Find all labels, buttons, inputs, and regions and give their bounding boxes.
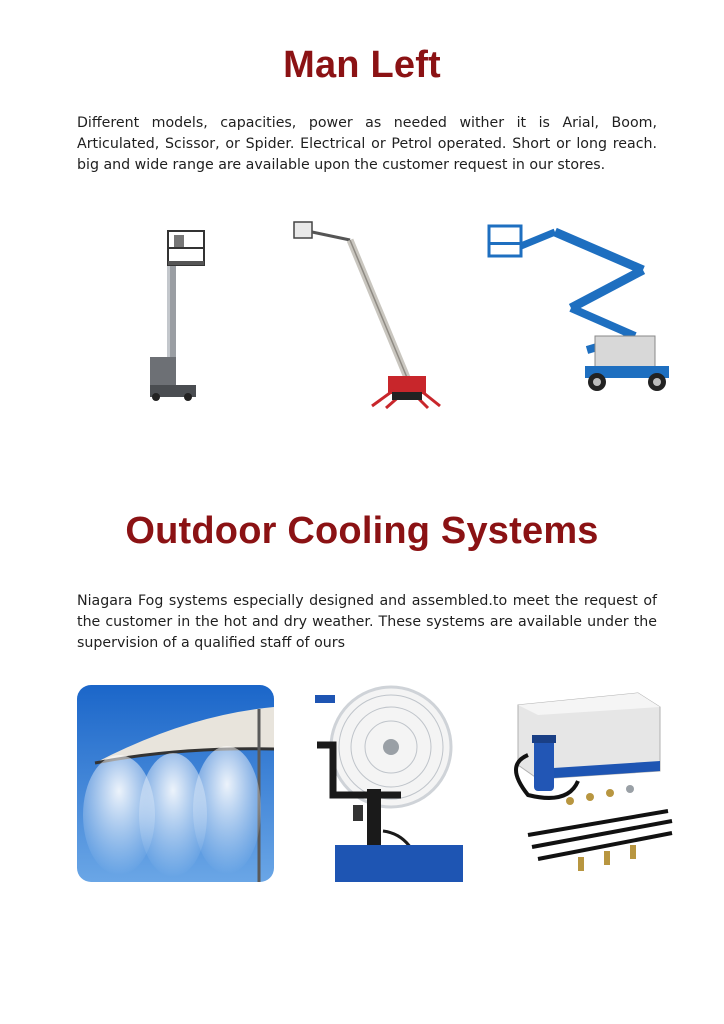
section-title-man-left: Man Left xyxy=(283,44,441,86)
misting-umbrella-image xyxy=(77,685,274,882)
section-description-outdoor-cooling: Niagara Fog systems especially designed and assembled.to meet the request of the customer in the hot and dry weather. These systems are available under the supervision of a qualified staff of ours xyxy=(77,593,657,651)
section-description-man-left: Different models, capacities, power as needed wither it is Arial, Boom, Articulated, Scissor, or Spider. Electrical or Petrol operated. Short or long reach. big and wide range are available upon the customer request in our stores. xyxy=(77,115,657,173)
fog-system-kit-image xyxy=(508,685,673,882)
vertical-mast-lift-image xyxy=(138,225,218,405)
spider-boom-lift-image xyxy=(290,212,465,412)
misting-fan-image xyxy=(305,685,465,882)
articulated-boom-lift-image xyxy=(485,218,675,396)
section-title-outdoor-cooling: Outdoor Cooling Systems xyxy=(125,510,599,552)
